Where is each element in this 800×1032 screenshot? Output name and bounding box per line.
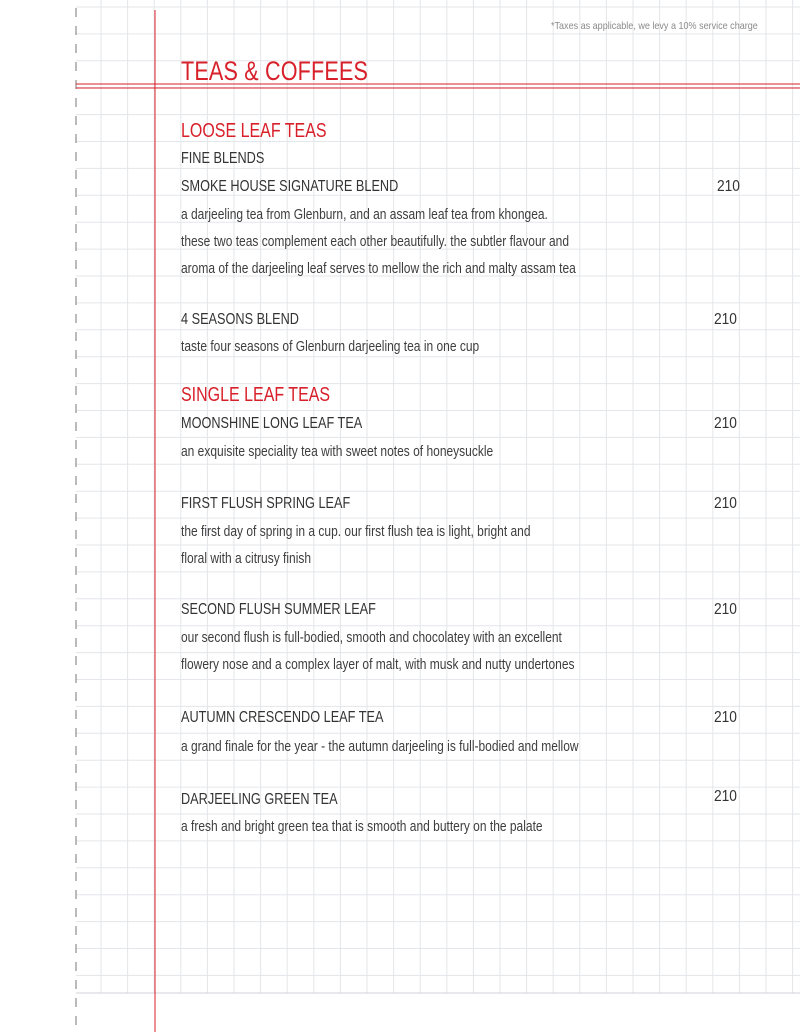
item-price: 210 bbox=[714, 709, 737, 726]
item-price: 210 bbox=[714, 495, 737, 512]
item-description: a darjeeling tea from Glenburn, and an assam leaf tea from khongea. bbox=[181, 206, 548, 223]
item-description: an exquisite speciality tea with sweet notes of honeysuckle bbox=[181, 443, 494, 460]
item-name: FIRST FLUSH SPRING LEAF bbox=[181, 495, 351, 512]
item-description: aroma of the darjeeling leaf serves to mellow the rich and malty assam tea bbox=[181, 260, 576, 277]
item-description: a grand finale for the year - the autumn darjeeling is full-bodied and mellow bbox=[181, 738, 579, 755]
subheading-fine-blends: FINE BLENDS bbox=[181, 150, 265, 167]
section-heading-single-leaf: SINGLE LEAF TEAS bbox=[181, 384, 331, 406]
item-name: 4 SEASONS BLEND bbox=[181, 311, 299, 328]
item-price: 210 bbox=[714, 311, 737, 328]
item-name: MOONSHINE LONG LEAF TEA bbox=[181, 415, 363, 432]
item-description: floral with a citrusy finish bbox=[181, 550, 312, 567]
item-name: SMOKE HOUSE SIGNATURE BLEND bbox=[181, 178, 399, 195]
item-price: 210 bbox=[714, 788, 737, 805]
page-title: TEAS & COFFEES bbox=[181, 56, 369, 86]
item-description: a fresh and bright green tea that is smooth and buttery on the palate bbox=[181, 818, 543, 835]
tax-note: *Taxes as applicable, we levy a 10% service charge bbox=[551, 20, 758, 32]
item-price: 210 bbox=[717, 178, 740, 195]
item-price: 210 bbox=[714, 601, 737, 618]
item-description: these two teas complement each other beautifully. the subtler flavour and bbox=[181, 233, 570, 250]
item-name: DARJEELING GREEN TEA bbox=[181, 791, 338, 808]
item-price: 210 bbox=[714, 415, 737, 432]
item-description: flowery nose and a complex layer of malt, with musk and nutty undertones bbox=[181, 656, 575, 673]
section-heading-loose-leaf: LOOSE LEAF TEAS bbox=[181, 120, 327, 142]
item-name: SECOND FLUSH SUMMER LEAF bbox=[181, 601, 376, 618]
item-name: AUTUMN CRESCENDO LEAF TEA bbox=[181, 709, 384, 726]
item-description: our second flush is full-bodied, smooth and chocolatey with an excellent bbox=[181, 629, 562, 646]
item-description: taste four seasons of Glenburn darjeeling tea in one cup bbox=[181, 338, 480, 355]
item-description: the first day of spring in a cup. our first flush tea is light, bright and bbox=[181, 523, 531, 540]
